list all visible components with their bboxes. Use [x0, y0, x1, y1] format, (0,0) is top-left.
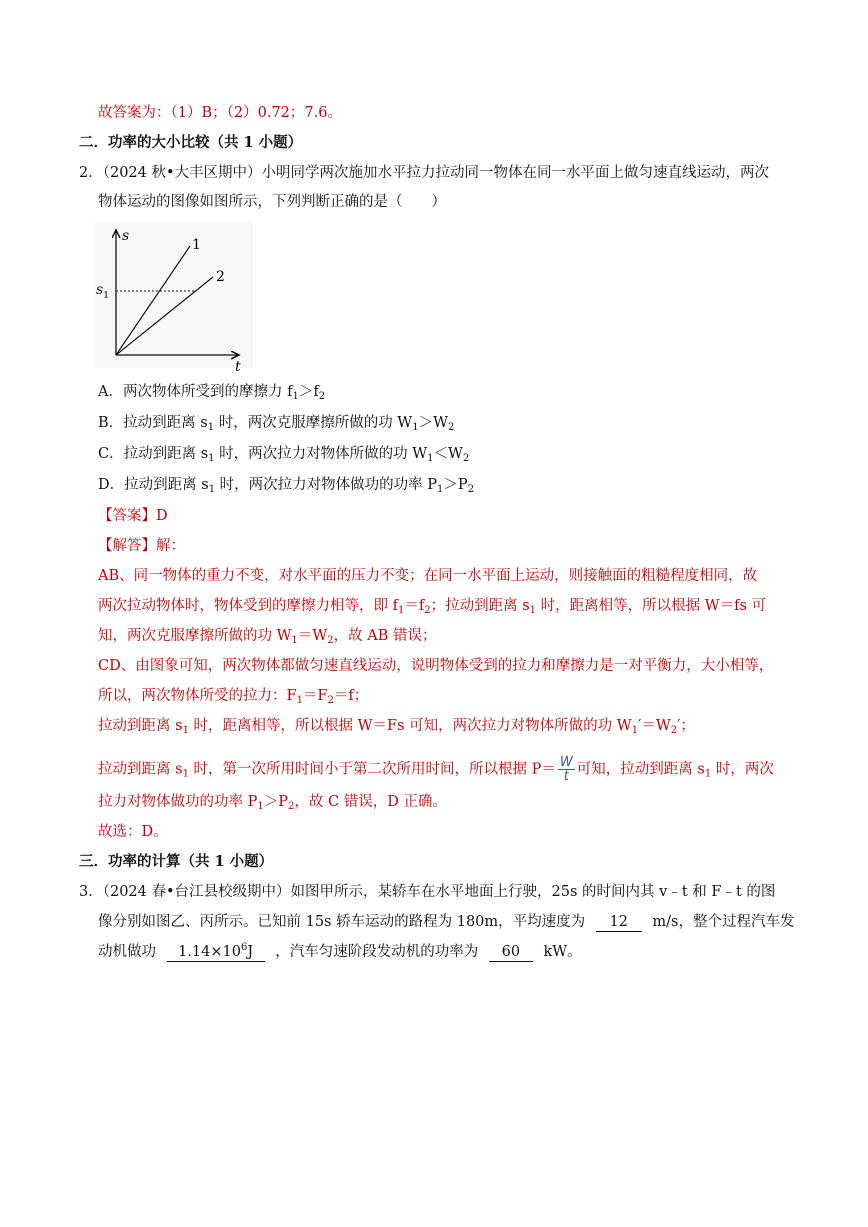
analysis-line-2: 两次拉动物体时，物体受到的摩擦力相等，即 $f_1=f_2$；拉动到距离 $s_1$ 时，距离相等，所以根据 W＝fs 可 — [98, 598, 767, 616]
question-2-stem-line2: 物体运动的图像如图所示，下列判断正确的是（ ） — [98, 194, 446, 210]
section-title-2: 二．功率的大小比较（共 1 小题） — [79, 134, 303, 151]
line-1-label: 1 — [192, 237, 201, 253]
analysis-line-6: 拉动到距离 $s_1$ 时，距离相等，所以根据 W＝Fs 可知，两次拉力对物体所做的功 $W_1'=W_2'$； — [98, 718, 695, 736]
analysis-line-5: 所以，两次物体所受的拉力：$F_1=F_2=f$； — [98, 688, 369, 706]
x-axis-label: t — [235, 359, 241, 372]
question-3-line2: 像分别如图乙、丙所示。已知前 15s 轿车运动的路程为 180m，平均速度为 12 m/s，整个过程汽车发 — [98, 914, 795, 930]
analysis-line-1: AB、同一物体的重力不变，对水平面的压力不变；在同一水平面上运动，则接触面的粗糙程度相同，故 — [98, 568, 758, 584]
answer-blank-power: 60 — [489, 943, 533, 962]
answer-blank-speed: 12 — [596, 913, 642, 932]
graph-background — [95, 222, 253, 368]
answer-label: 【答案】D — [98, 508, 168, 524]
option-b: B．拉动到距离 $s_1$ 时，两次克服摩擦所做的功 $W_1>W_2$ — [98, 415, 455, 433]
question-number: 2． — [79, 165, 103, 181]
option-d: D．拉动到距离 $s_1$ 时，两次拉力对物体做功的功率 $P_1>P_2$ — [98, 477, 475, 495]
power-formula-fraction: $\frac{W}{t}$ — [559, 755, 573, 784]
line-2-label: 2 — [216, 269, 225, 285]
option-c: C．拉动到距离 $s_1$ 时，两次拉力对物体所做的功 $W_1<W_2$ — [98, 446, 470, 464]
analysis-conclusion: 故选：D。 — [98, 824, 168, 840]
analysis-line-7: 拉动到距离 $s_1$ 时，第一次所用时间小于第二次所用时间，所以根据 P＝ $\frac{W}{t}$ 可知，拉动到距离 $s_1$ 时，两次 — [98, 755, 774, 784]
option-a: A．两次物体所受到的摩擦力 $f_1>f_2$ — [98, 384, 326, 402]
question-2-stem-line1: 2．（2024 秋•大丰区期中）小明同学两次施加水平拉力拉动同一物体在同一水平面上做匀速直线运动，两次 — [79, 165, 770, 181]
y-axis-label: s — [122, 228, 130, 244]
analysis-line-8: 拉力对物体做功的功率 $P_1>P_2$，故 C 错误，D 正确。 — [98, 794, 447, 812]
analysis-header: 【解答】解： — [98, 538, 185, 554]
question-3-line3: 动机做功 $1.14\times 10^6J$ ，汽车匀速阶段发动机的功率为 60 kW。 — [98, 942, 582, 960]
s1-label: $s_1$ — [96, 282, 109, 301]
analysis-line-3: 知，两次克服摩擦所做的功 $W_1=W_2$，故 AB 错误； — [98, 628, 437, 646]
s-t-graph — [95, 222, 255, 372]
question-number: 3． — [79, 884, 103, 900]
analysis-line-4: CD、由图象可知，两次物体都做匀速直线运动，说明物体受到的拉力和摩擦力是一对平衡力，大小相等， — [98, 658, 774, 674]
section-title-3: 三．功率的计算（共 1 小题） — [79, 853, 274, 870]
answer-blank-work: $1.14\times 10^6J$ — [167, 943, 265, 962]
question-3-line1: 3．（2024 春•台江县校级期中）如图甲所示，某轿车在水平地面上行驶，25s 的时间内其 v﹣t 和 F﹣t 的图 — [79, 884, 776, 900]
previous-answer-tail: 故答案为：（1）B；（2）0.72；7.6。 — [98, 105, 342, 121]
